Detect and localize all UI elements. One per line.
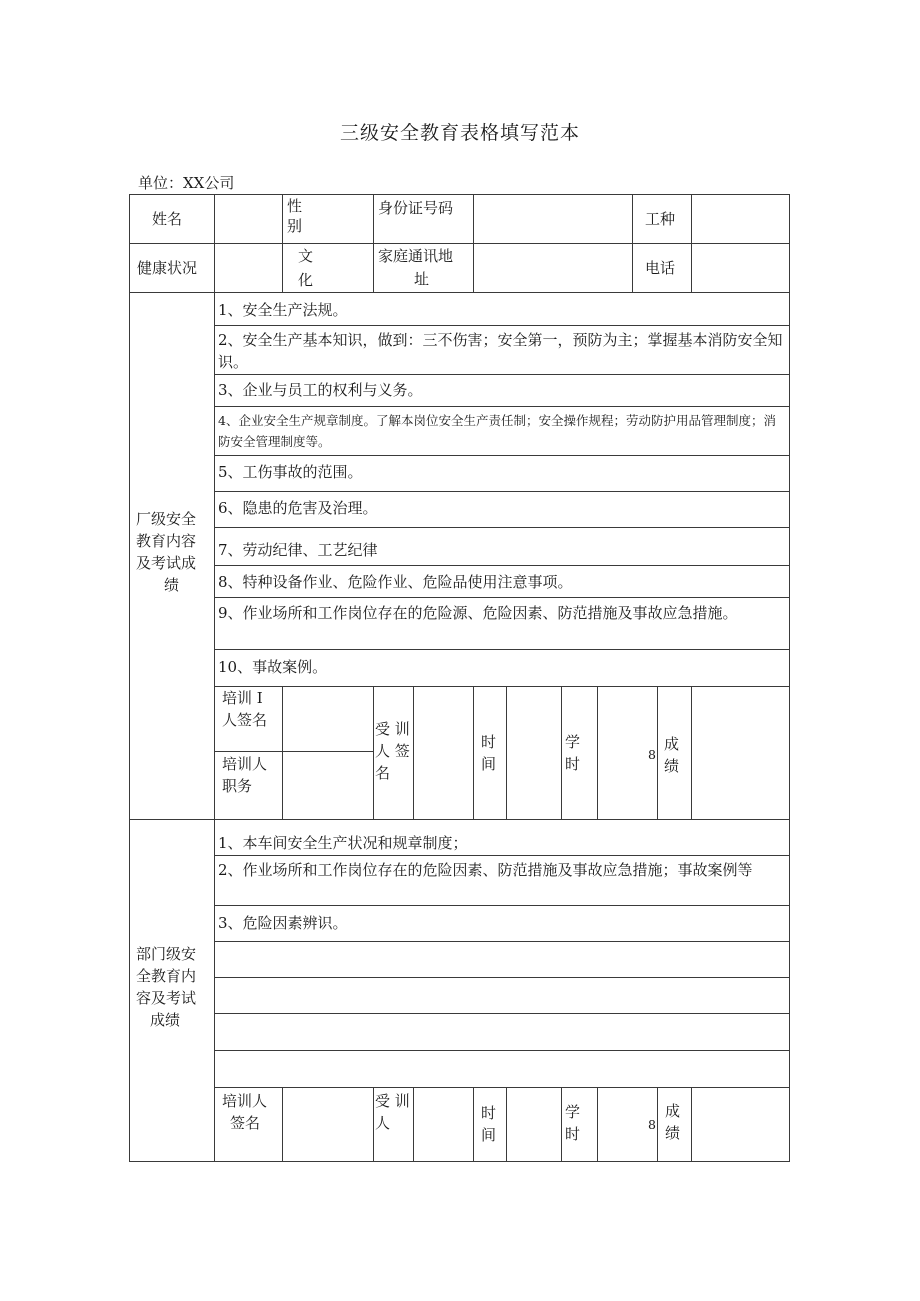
factory-section-label-line: 及考试成 (136, 554, 197, 572)
col-divider (282, 194, 283, 293)
col-divider (282, 686, 283, 820)
factory-item-8: 8、特种设备作业、危险作业、危险品使用注意事项。 (218, 573, 573, 591)
col-divider (413, 686, 414, 820)
col-divider (561, 1087, 562, 1162)
dept-trainee-label (375, 1090, 410, 1134)
gender-label-line1: 性 (287, 197, 303, 215)
row-divider (214, 649, 790, 650)
label-line: 时 (481, 733, 497, 751)
label-line: 绩 (664, 757, 680, 775)
col-divider (473, 194, 474, 293)
factory-item-2: 2、安全生产基本知识，做到：三不伤害；安全第一，预防为主；掌握基本消防安全知识。 (218, 331, 783, 371)
table-border-left (129, 194, 130, 1162)
health-label: 健康状况 (137, 259, 198, 277)
col-divider (597, 1087, 598, 1162)
dept-section-label-line: 成绩 (150, 1011, 181, 1029)
dept-item-2: 2、作业场所和工作岗位存在的危险因素、防范措施及事故应急措施；事故案例等 (218, 861, 753, 879)
factory-section-label-line: 绩 (164, 576, 180, 594)
label-line: 成 (664, 735, 680, 753)
col-divider (473, 1087, 474, 1162)
factory-hours-label (565, 731, 580, 775)
factory-item-1: 1、安全生产法规。 (218, 301, 348, 319)
row-divider (214, 325, 790, 326)
factory-section-label-line: 教育内容 (136, 532, 197, 550)
factory-time-label (481, 731, 496, 775)
col-divider (413, 1087, 414, 1162)
row-divider (214, 941, 790, 942)
factory-section-label (136, 508, 196, 596)
row-divider (214, 1050, 790, 1051)
factory-hours-value: 8 (648, 747, 656, 762)
education-label-line1: 文 (298, 247, 314, 265)
dept-time-label (481, 1102, 496, 1146)
label-line: 签名 (230, 1114, 261, 1132)
col-divider (691, 194, 692, 293)
row-divider (214, 751, 373, 752)
row-divider (214, 527, 790, 528)
dept-score-label (665, 1100, 680, 1144)
row-divider (214, 374, 790, 375)
label-line: 人 (375, 1114, 391, 1132)
col-divider (473, 686, 474, 820)
phone-label: 电话 (645, 259, 676, 277)
id-number-label: 身份证号码 (378, 199, 454, 217)
row-divider (214, 455, 790, 456)
unit-label: 单位：XX公司 (138, 174, 235, 192)
label-line: 时 (565, 755, 581, 773)
col-divider (373, 686, 374, 820)
row-divider (214, 905, 790, 906)
dept-section-label (136, 943, 196, 1031)
factory-item-3: 3、企业与员工的权利与义务。 (218, 381, 423, 399)
dept-trainer-sign-label (222, 1090, 267, 1134)
label-line: 培训人 (222, 1092, 268, 1110)
label-line: 学 (565, 1103, 581, 1121)
address-label-line2: 址 (414, 270, 430, 288)
label-line: 成 (665, 1102, 681, 1120)
label-line: 时 (481, 1104, 497, 1122)
label-line: 学 (565, 733, 581, 751)
factory-item-7: 7、劳动纪律、工艺纪律 (218, 541, 378, 559)
factory-item-10: 10、事故案例。 (218, 658, 328, 676)
document-title: 三级安全教育表格填写范本 (339, 122, 580, 144)
label-line: 培训 I (222, 689, 263, 707)
col-divider (597, 686, 598, 820)
col-divider (657, 686, 658, 820)
label-line: 绩 (665, 1124, 681, 1142)
col-divider (632, 194, 633, 293)
col-divider (282, 1087, 283, 1162)
label-line: 间 (481, 1126, 497, 1144)
label-line: 受 训 (375, 1092, 410, 1110)
dept-item-3: 3、危险因素辨识。 (218, 914, 348, 932)
col-divider (691, 686, 692, 820)
label-line: 人签名 (222, 711, 268, 729)
factory-trainer-sign-label (222, 687, 267, 731)
job-type-label: 工种 (645, 210, 676, 228)
label-line: 时 (565, 1125, 581, 1143)
label-line: 间 (481, 755, 497, 773)
row-divider (214, 1013, 790, 1014)
label-line: 职务 (222, 777, 253, 795)
gender-label-line2: 别 (287, 217, 303, 235)
factory-item-4: 4、企业安全生产规章制度。了解本岗位安全生产责任制；安全操作规程；劳动防护用品管理制度；消防安全管理制度等。 (218, 413, 776, 449)
education-label-line2: 化 (298, 271, 314, 289)
row-divider (214, 1087, 790, 1088)
factory-trainee-sign-label (375, 718, 410, 784)
col-divider (657, 1087, 658, 1162)
dept-section-label-line: 部门级安 (136, 945, 197, 963)
dept-item-1: 1、本车间安全生产状况和规章制度； (218, 834, 468, 852)
col-divider (373, 1087, 374, 1162)
row-divider (214, 565, 790, 566)
col-divider (691, 1087, 692, 1162)
factory-item-5: 5、工伤事故的范围。 (218, 463, 363, 481)
dept-hours-value: 8 (648, 1117, 656, 1132)
col-divider (214, 194, 215, 1162)
address-label-line1: 家庭通讯地 (378, 247, 454, 265)
dept-section-label-line: 全教育内 (136, 967, 197, 985)
dept-hours-label (565, 1101, 580, 1145)
table-border-right (789, 194, 790, 1162)
col-divider (561, 686, 562, 820)
col-divider (506, 1087, 507, 1162)
factory-score-label (664, 733, 679, 777)
col-divider (506, 686, 507, 820)
label-line: 名 (375, 764, 391, 782)
factory-trainer-post-label (222, 753, 267, 797)
row-divider (214, 597, 790, 598)
label-line: 培训人 (222, 755, 268, 773)
row-divider (214, 855, 790, 856)
col-divider (373, 194, 374, 293)
row-divider (214, 977, 790, 978)
row-divider (214, 491, 790, 492)
row-divider (214, 686, 790, 687)
name-label: 姓名 (152, 210, 183, 228)
factory-section-label-line: 厂级安全 (136, 510, 197, 528)
factory-item-9: 9、作业场所和工作岗位存在的危险源、危险因素、防范措施及事故应急措施。 (218, 604, 738, 622)
label-line: 人 签 (375, 742, 410, 760)
factory-item-6: 6、隐患的危害及治理。 (218, 499, 378, 517)
row-divider (214, 406, 790, 407)
label-line: 受 训 (375, 720, 410, 738)
dept-section-label-line: 容及考试 (136, 989, 197, 1007)
